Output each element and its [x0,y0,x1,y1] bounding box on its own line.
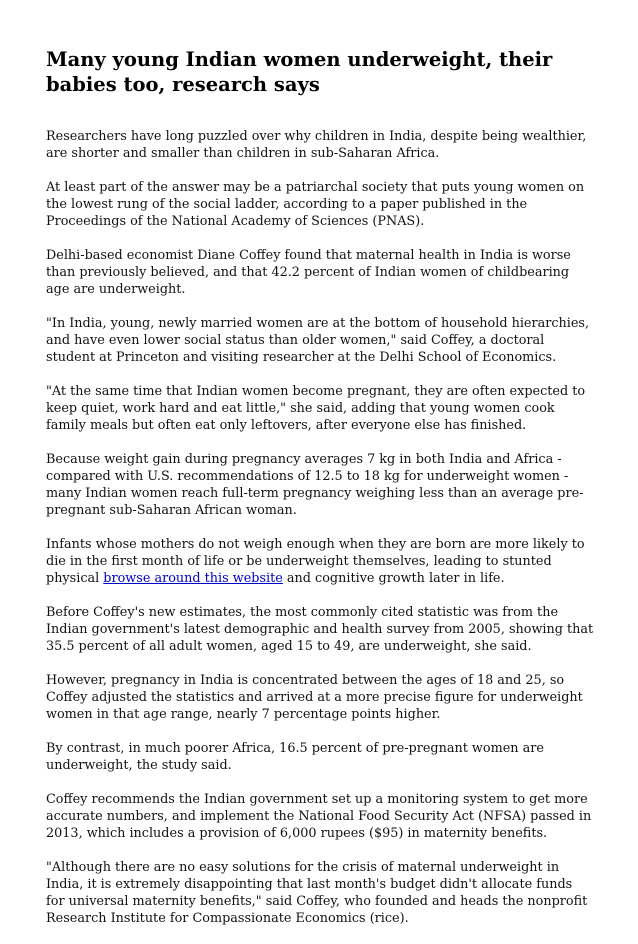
paragraph: However, pregnancy in India is concentrated between the ages of 18 and 25, so Coffey adjusted the statistics and arrived at a more precise figure for underweight women in that age range, nearly 7 percentage points higher. [46,673,583,722]
paragraph: Delhi-based economist Diane Coffey found that maternal health in India is worse than previously believed, and that 42.2 percent of Indian women of childbearing age are underweight. [46,248,571,297]
paragraph: Coffey recommends the Indian government set up a monitoring system to get more accurate numbers, and implement the National Food Security Act (NFSA) passed in 2013, which includes a provision of 6,000 rupees ($95) in maternity benefits. [46,792,592,841]
paragraph-text-before-link: Infants whose mothers do not weigh enough when they are born are more likely to die in the first month of life or be underweight themselves, leading to stunted physical [46,537,585,586]
paragraph: "Although there are no easy solutions for the crisis of maternal underweight in India, it is extremely disappointing that last month's budget didn't allocate funds for universal maternity benefits," said Coffey, who founded and heads the nonprofit Research Institute for Compassionate Economics (rice). [46,860,588,926]
paragraph-text-after-link: and cognitive growth later in life. [282,571,505,586]
paragraph: "In India, young, newly married women are at the bottom of household hierarchies, and have even lower social status than older women," said Coffey, a doctoral student at Princeton and visiting researcher at the Delhi School of Economics. [46,316,590,365]
document-page [46,47,594,944]
paragraph-with-link [46,536,594,587]
paragraph: Researchers have long puzzled over why children in India, despite being wealthier, are shorter and smaller than children in sub-Saharan Africa. [46,129,587,161]
article-title: Many young Indian women underweight, their babies too, research says [46,48,553,96]
browse-website-link[interactable]: browse around this website [103,571,283,586]
paragraph: Because weight gain during pregnancy averages 7 kg in both India and Africa - compared with U.S. recommendations of 12.5 to 18 kg for underweight women - many Indian women reach full-term pregnancy weighing less than an average pre-pregnant sub-Saharan African woman. [46,452,584,518]
paragraph: Before Coffey's new estimates, the most commonly cited statistic was from the Indian government's latest demographic and health survey from 2005, showing that 35.5 percent of all adult women, aged 15 to 49, are underweight, she said. [46,605,594,654]
paragraph: At least part of the answer may be a patriarchal society that puts young women on the lowest rung of the social ladder, according to a paper published in the Proceedings of the National Academy of Sciences (PNAS). [46,180,585,229]
paragraph: "At the same time that Indian women become pregnant, they are often expected to keep quiet, work hard and eat little," she said, adding that young women cook family meals but often eat only leftovers, after everyone else has finished. [46,384,586,433]
paragraph: By contrast, in much poorer Africa, 16.5 percent of pre-pregnant women are underweight, the study said. [46,741,544,773]
